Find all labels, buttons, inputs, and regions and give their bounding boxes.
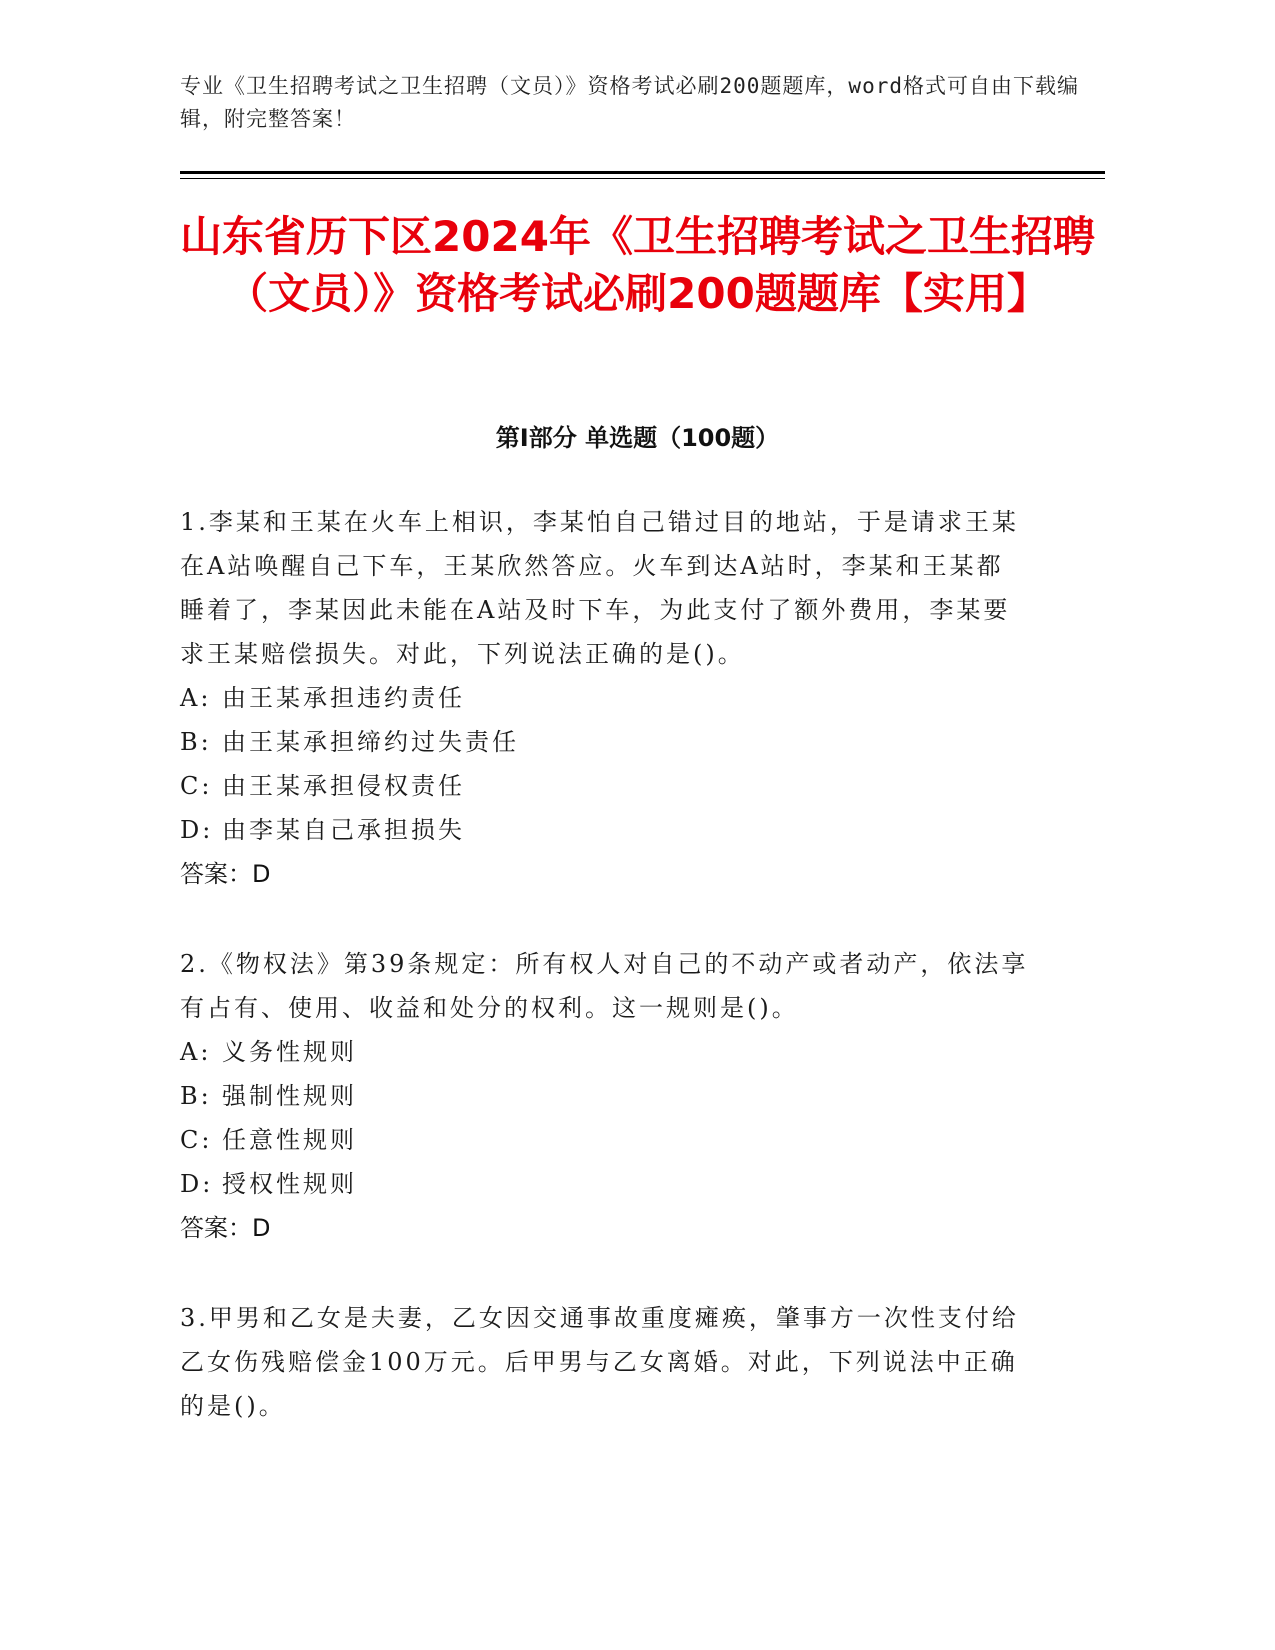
option-b [180, 720, 1030, 764]
option-label: D: [180, 816, 214, 844]
question-3 [180, 1296, 1030, 1428]
option-a [180, 676, 1030, 720]
question-list [180, 500, 1030, 1474]
option-text: 强制性规则 [222, 1082, 357, 1110]
header-divider-thin [180, 178, 1105, 179]
option-c [180, 1118, 1030, 1162]
header-divider-thick [180, 171, 1105, 174]
header-note: 专业《卫生招聘考试之卫生招聘（文员）》资格考试必刷200题题库，word格式可自由下载编辑，附完整答案！ [180, 74, 1079, 131]
answer-line: 答案：D [180, 1214, 271, 1242]
question-1 [180, 500, 1030, 896]
section-heading: 第Ⅰ部分 单选题（100题） [495, 424, 780, 452]
option-text: 由王某承担侵权责任 [222, 772, 465, 800]
option-text: 由王某承担缔约过失责任 [222, 728, 519, 756]
option-label: B: [180, 1082, 212, 1110]
option-b [180, 1074, 1030, 1118]
option-a [180, 1030, 1030, 1074]
option-text: 由王某承担违约责任 [222, 684, 465, 712]
option-c [180, 764, 1030, 808]
option-d [180, 808, 1030, 852]
question-stem: 1.李某和王某在火车上相识，李某怕自己错过目的地站，于是请求王某在A站唤醒自己下车，王某欣然答应。火车到达A站时，李某和王某都睡着了，李某因此未能在A站及时下车，为此支付了额外费用，李某要求王某赔偿损失。对此，下列说法正确的是()。 [180, 508, 1019, 668]
option-text: 授权性规则 [222, 1170, 357, 1198]
option-d [180, 1162, 1030, 1206]
document-title: 山东省历下区2024年《卫生招聘考试之卫生招聘（文员）》资格考试必刷200题题库【实用】 [180, 212, 1095, 318]
option-text: 任意性规则 [222, 1126, 357, 1154]
option-text: 义务性规则 [222, 1038, 357, 1066]
option-label: A: [180, 1038, 212, 1066]
answer-line: 答案：D [180, 860, 271, 888]
question-stem: 2.《物权法》第39条规定：所有权人对自己的不动产或者动产，依法享有占有、使用、收益和处分的权利。这一规则是()。 [180, 950, 1029, 1022]
option-text: 由李某自己承担损失 [222, 816, 465, 844]
question-2 [180, 942, 1030, 1250]
option-label: D: [180, 1170, 214, 1198]
option-label: C: [180, 772, 213, 800]
option-label: C: [180, 1126, 213, 1154]
option-label: B: [180, 728, 212, 756]
option-label: A: [180, 684, 212, 712]
question-stem: 3.甲男和乙女是夫妻，乙女因交通事故重度瘫痪，肇事方一次性支付给乙女伤残赔偿金100万元。后甲男与乙女离婚。对此，下列说法中正确的是()。 [180, 1304, 1019, 1420]
